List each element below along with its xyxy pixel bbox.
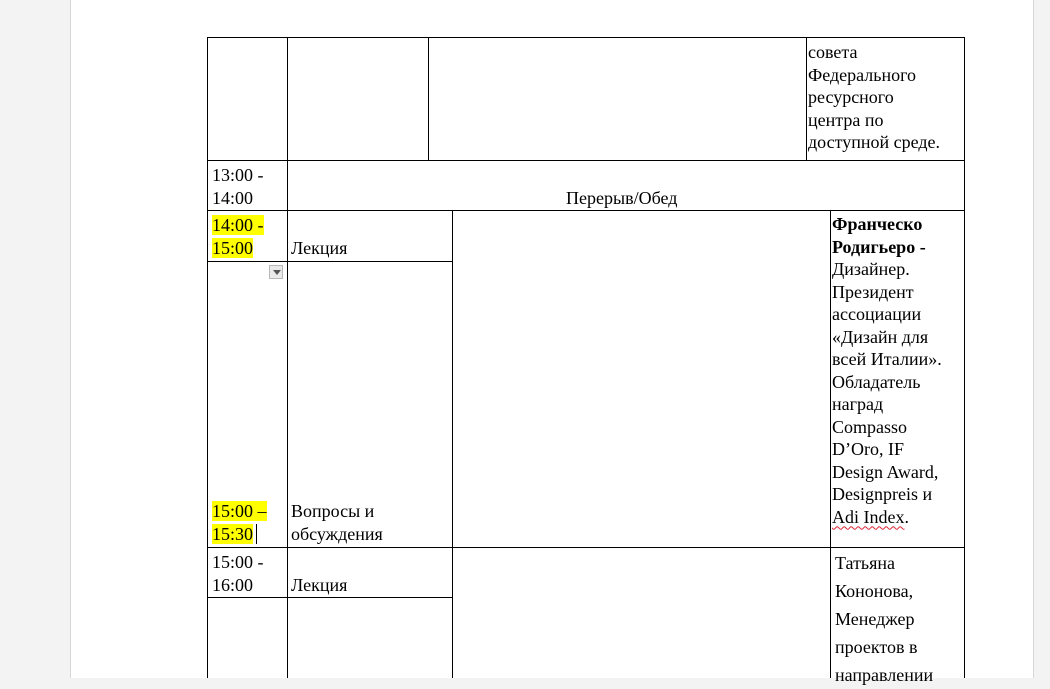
table-col-time-row3: [287, 210, 288, 678]
speaker-bio-line: «Дизайн для: [832, 326, 929, 347]
time-line: 15:00 -: [212, 552, 264, 572]
speaker-line: Менеджер: [835, 609, 915, 629]
activity-lecture-1[interactable]: Лекция: [291, 238, 348, 258]
time-line-highlighted: 15:00 –: [212, 501, 267, 521]
speaker-bio-line: Designpreis и: [832, 484, 933, 504]
time-line-highlighted: 15:30: [212, 523, 254, 544]
table-line-subrow: [207, 261, 452, 262]
speaker-line: Федерального: [808, 64, 917, 85]
cell-dropdown-button[interactable]: [269, 265, 283, 279]
time-cell-lecture-2[interactable]: [212, 551, 264, 596]
speaker-bio-line: Обладатель: [832, 371, 921, 392]
time-line-highlighted: 15:00: [212, 237, 254, 258]
activity-discussion[interactable]: [291, 500, 383, 545]
table-col-activity-row1: [428, 37, 429, 160]
table-border-left: [207, 37, 208, 678]
speaker-line: Татьяна: [835, 553, 896, 573]
table-col-desc-row3: [830, 210, 831, 678]
speaker-cell-board[interactable]: [808, 41, 940, 154]
activity-lecture-2[interactable]: Лекция: [291, 575, 348, 595]
speaker-line: доступной среде.: [808, 132, 941, 152]
table-line-subrow-2: [207, 597, 452, 598]
speaker-bio-line: Compasso: [832, 416, 908, 437]
activity-line: обсуждения: [291, 523, 383, 544]
speaker-cell-rodigiero[interactable]: [832, 213, 942, 528]
table-border-right: [964, 37, 965, 678]
speaker-line: ресурсного: [808, 87, 894, 107]
speaker-bio-line: Design Award,: [832, 461, 939, 482]
speaker-bio-line: всей Италии».: [832, 349, 942, 369]
table-col-time-row2: [287, 160, 288, 210]
speaker-line: Кононова,: [835, 581, 914, 601]
speaker-line: совета: [808, 42, 858, 62]
speaker-bio-line: D’Oro, IF: [832, 439, 904, 459]
table-col-time-row1: [287, 37, 288, 160]
table-col-desc-row1: [806, 37, 807, 160]
speaker-bio-line: Президент: [832, 281, 914, 302]
table-col-activity-row3: [452, 210, 453, 678]
table-line-before-break: [207, 160, 965, 161]
break-label[interactable]: Перерыв/Обед: [566, 188, 678, 208]
time-cell-discussion[interactable]: [212, 500, 267, 545]
time-cell-lecture-1[interactable]: [212, 214, 264, 259]
activity-line: Вопросы и: [291, 501, 375, 521]
table-border-top: [207, 37, 965, 38]
speaker-line: направлении: [835, 665, 934, 685]
speaker-bio-line: наград: [832, 394, 884, 414]
speaker-bio-line: Дизайнер.: [832, 259, 910, 279]
spellcheck-word: Adi Index: [832, 506, 905, 527]
time-cell-break[interactable]: [212, 164, 264, 209]
speaker-bio-line-last: [832, 506, 942, 529]
time-line: 14:00: [212, 187, 254, 208]
time-line: 13:00 -: [212, 165, 264, 185]
speaker-line: центра по: [808, 109, 884, 130]
speaker-bio-line: ассоциации: [832, 304, 922, 324]
time-line-highlighted: 14:00 -: [212, 215, 264, 235]
speaker-name-line: Франческо: [832, 214, 923, 234]
time-line: 16:00: [212, 574, 254, 595]
bio-end-punct: .: [904, 506, 909, 527]
speaker-cell-kononova[interactable]: [835, 549, 933, 689]
table-line-after-rodigiero: [207, 547, 965, 548]
speaker-line: проектов в: [835, 637, 918, 657]
text-cursor: [256, 524, 257, 544]
speaker-name-line: Родигьеро -: [832, 236, 926, 257]
table-line-after-break: [207, 210, 965, 211]
